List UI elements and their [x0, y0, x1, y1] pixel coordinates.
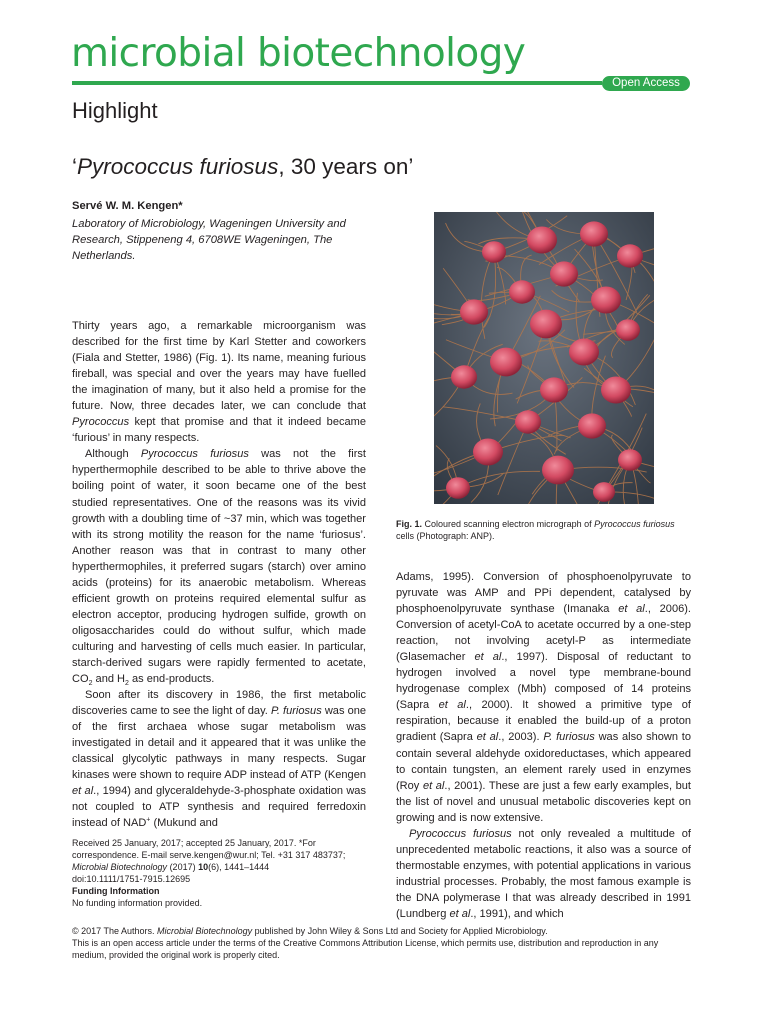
title-species: Pyrococcus furiosus	[77, 154, 279, 179]
citation: Microbial Biotechnology (2017) 10(6), 1441–1444	[72, 861, 270, 872]
journal-title: microbial biotechnology	[71, 31, 526, 76]
cell	[446, 477, 470, 499]
header-rule	[72, 81, 602, 85]
body-column-left	[72, 318, 366, 832]
paragraph: Thirty years ago, a remarkable microorganism was described for the first time by Karl Stetter and coworkers (Fiala and Stetter, 1986) (Fig. 1). Its name, meaning furious fireball, was special and over the years may have fuelled the imagination of many, but it also held a promise for the future. Now, three decades later, we can conclude that Pyrococcus kept that promise and that it indeed became ‘furious’ in many respects.	[72, 320, 366, 445]
paragraph: Although Pyrococcus furiosus was not the first hyperthermophile described to be able to thrive above the boiling point of water, it soon became one of the best studied representatives. One of the reasons was its vivid growth with a doubling time of ~37 min, which was together with its strong motility the reason for the name ‘furiosus’. Another reason was that in contrast to many other hyperthermophiles, it preferred sugars (starch) over amino acids (proteins) for its anaerobic metabolism. Whereas efficient growth on proteins required elemental sulfur as electron acceptor, producing hydrogen sulfide, growth on oligosaccharides could do without sulfur, which made culturing and harvesting of cells much easier. In particular, starch-derived sugars were rapidly fermented to acetate, $CO_2$ and $H_2$ as end-products.	[72, 448, 366, 688]
cell	[460, 299, 488, 324]
cell	[569, 339, 599, 366]
cell	[580, 221, 608, 246]
paragraph: Soon after its discovery in 1986, the first metabolic discoveries came to see the light of day. P. furiosus was one of the first archaea whose sugar metabolism was investigated in detail and it appeared that it was unlike the classical glycolytic pathways in many respects. Sugar kinases were shown to require ADP instead of ATP (Kengen et al., 1994) and glyceraldehyde-3-phosphate oxidation was not coupled to ATP synthesis and required ferredoxin instead of NAD+ (Mukund and	[72, 689, 366, 830]
license-text: This is an open access article under the terms of the Creative Commons Attribution License, which permits use, distribution and reproduction in any medium, provided the original work is properly cited.	[72, 938, 659, 960]
cell	[618, 449, 642, 471]
open-access-badge[interactable]: Open Access	[602, 76, 690, 91]
paragraph: Pyrococcus furiosus not only revealed a multitude of unprecedented metabolic reactions, it also was a source of thermostable enzymes, with potential applications in various industrial processes. Probably, the most famous example is the DNA polymerase I that was already described in 1991 (Lundberg et al., 1991), and which	[396, 827, 691, 920]
title-open-quote: ‘	[72, 154, 77, 179]
body-column-right	[396, 569, 691, 922]
cell	[550, 261, 578, 286]
cell	[482, 241, 506, 263]
cell	[540, 377, 568, 402]
cell	[527, 227, 557, 254]
copyright-notice	[72, 925, 694, 961]
section-label: Highlight	[72, 98, 158, 123]
cell	[617, 244, 643, 267]
funding-heading: Funding Information	[72, 885, 160, 896]
doi-link[interactable]: doi:10.1111/1751-7915.12695	[72, 873, 191, 884]
received-dates: Received 25 January, 2017; accepted 25 January, 2017. *For correspondence. E-mail serve.kengen@wur.nl; Tel. +31 317 483737;	[72, 838, 346, 860]
micrograph-figure	[434, 212, 654, 504]
micrograph-image	[434, 212, 654, 504]
cell	[542, 456, 574, 485]
article-footnote	[72, 838, 368, 909]
title-rest: , 30 years on’	[278, 154, 414, 179]
cell	[591, 287, 621, 314]
author-affiliation: Laboratory of Microbiology, Wageningen University and Research, Stippeneng 4, 6708WE Wageningen, The Netherlands.	[72, 218, 346, 263]
figure-caption: Fig. 1. Coloured scanning electron micrograph of Pyrococcus furiosus cells (Photograph: ANP).	[396, 519, 675, 541]
funding-text: No funding information provided.	[72, 897, 203, 908]
cell	[593, 482, 615, 502]
cell	[473, 439, 503, 466]
cell	[530, 310, 562, 339]
cell	[601, 377, 631, 404]
cell	[616, 319, 640, 341]
paragraph: Adams, 1995). Conversion of phosphoenolpyruvate to pyruvate was AMP and PPi dependent, catalysed by phosphoenolpyruvate synthase (Imanaka et al., 2006). Conversion of acetyl-CoA to acetate occurred by a one-step reaction, not involving acetyl-P as intermediate (Glasemacher et al., 1997). Disposal of reductant to hydrogen involved a novel type membrane-bound hydrogenase complex (Mbh) composed of 14 proteins (Sapra et al., 2000). It showed a primitive type of respiration, because it enabled the build-up of a proton gradient (Sapra et al., 2003). P. furiosus was also shown to contain several aldehyde oxidoreductases, which appeared to contain tungsten, an element rarely used in enzymes (Roy et al., 2001). These are just a few early examples, but the list of novel and unusual metabolic discoveries kept on growing and is now extensive.	[396, 571, 691, 824]
cell	[515, 410, 541, 433]
article-title	[72, 153, 413, 181]
copyright-line: © 2017 The Authors. Microbial Biotechnology published by John Wiley & Sons Ltd and Society for Applied Microbiology.	[72, 926, 548, 936]
cell	[451, 365, 477, 388]
cell	[509, 280, 535, 303]
author-name: Servé W. M. Kengen*	[72, 200, 183, 212]
cell	[490, 348, 522, 377]
cell	[578, 413, 606, 438]
